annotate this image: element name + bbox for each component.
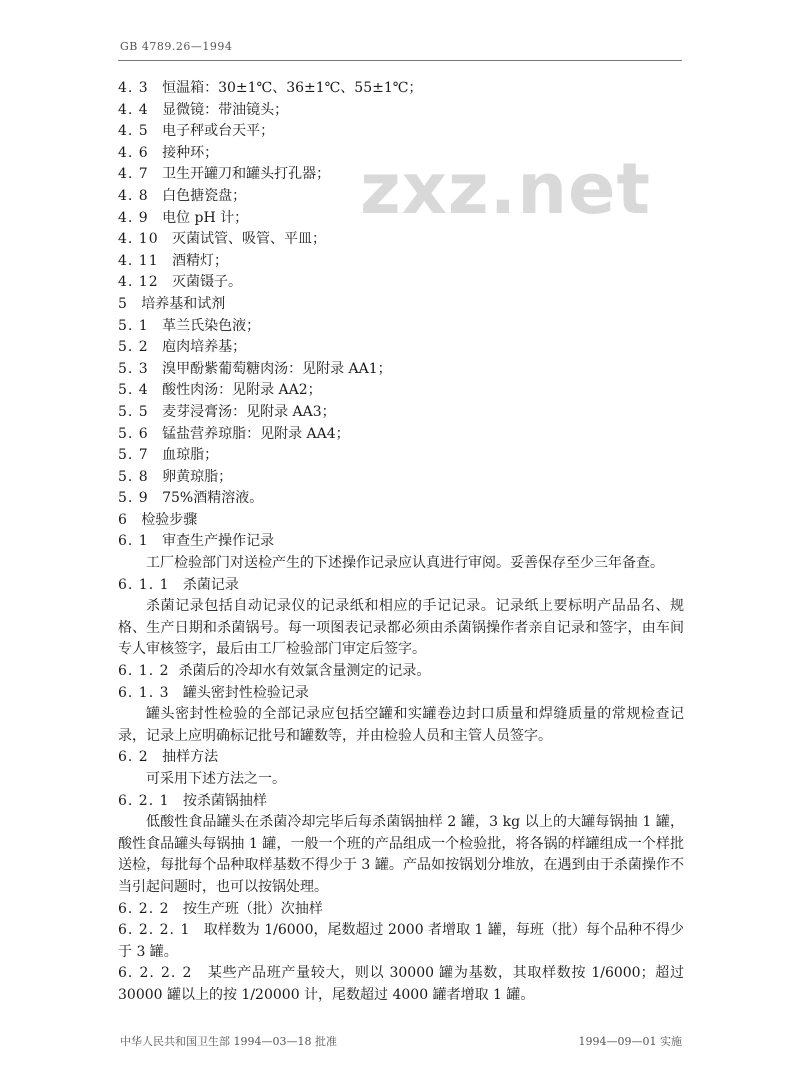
clause-number: 4. 7 bbox=[118, 166, 149, 183]
document-body bbox=[118, 78, 684, 1007]
clause-text: 75%酒精溶液。 bbox=[162, 490, 264, 507]
clause-6-1-2 bbox=[118, 661, 684, 683]
clause-line bbox=[118, 316, 684, 338]
clause-line bbox=[118, 143, 684, 165]
clause-6-2-2-2 bbox=[118, 963, 684, 1006]
clause-number: 6. 2 bbox=[118, 749, 149, 766]
clause-text: 恒温箱：30±1℃、36±1℃、55±1℃； bbox=[162, 80, 423, 96]
clause-line bbox=[118, 208, 684, 230]
paragraph-6-2-1: 低酸性食品罐头在杀菌冷却完毕后每杀菌锅抽样 2 罐，3 kg 以上的大罐每锅抽 1 罐，酸性食品罐头每锅抽 1 罐，一般一个班的产品组成一个检验批，将各锅的样罐组成一个样批送检，每批每个品种取样基数不得少于 3 罐。产品如按锅划分堆放，在遇到由于杀菌操作不当引起问题时，也可以按锅处理。 bbox=[118, 814, 684, 895]
watermark: zxz.net bbox=[360, 148, 651, 230]
clause-text: 灭菌镊子。 bbox=[171, 274, 242, 291]
header-rule bbox=[118, 60, 682, 61]
standard-number-header: GB 4789.26—1994 bbox=[120, 40, 233, 53]
clause-line bbox=[118, 402, 684, 424]
clause-text: 电位 pH 计； bbox=[162, 209, 249, 226]
clause-text: 卵黄琼脂； bbox=[162, 468, 233, 485]
paragraph-6-1-3: 罐头密封性检验的全部记录应包括空罐和实罐卷边封口质量和焊缝质量的常规检查记录，记录上应明确标记批号和罐数等，并由检验人员和主管人员签字。 bbox=[118, 706, 684, 744]
clause-line bbox=[118, 272, 684, 294]
clause-number: 6. 1. 2 bbox=[118, 663, 170, 680]
clause-number: 5. 4 bbox=[118, 382, 149, 399]
clause-6-1-3 bbox=[118, 683, 684, 705]
clause-list bbox=[118, 78, 684, 553]
clause-number: 4. 9 bbox=[118, 209, 149, 226]
clause-number: 5. 1 bbox=[118, 317, 149, 334]
clause-text: 检验步骤 bbox=[141, 511, 198, 528]
clause-text: 罐头密封性检验记录 bbox=[182, 684, 309, 701]
clause-text: 酸性肉汤：见附录 AA2； bbox=[162, 382, 322, 399]
clause-text: 血琼脂； bbox=[162, 447, 219, 464]
clause-number: 5. 7 bbox=[118, 447, 149, 464]
clause-6-2 bbox=[118, 747, 684, 769]
clause-text: 接种环； bbox=[162, 144, 219, 161]
paragraph-6-1-1: 杀菌记录包括自动记录仪的记录纸和相应的手记记录。记录纸上要标明产品品名、规格、生产日期和杀菌锅号。每一项图表记录都必须由杀菌锅操作者亲自记录和签字，由车间专人审核签字，最后由工厂检验部门审定后签字。 bbox=[118, 598, 684, 658]
clause-text: 培养基和试剂 bbox=[141, 295, 226, 312]
clause-text: 审查生产操作记录 bbox=[162, 533, 275, 550]
clause-text: 白色搪瓷盘； bbox=[162, 187, 247, 204]
clause-line bbox=[118, 121, 684, 143]
clause-number: 4. 12 bbox=[118, 274, 159, 291]
clause-text: 革兰氏染色液； bbox=[162, 317, 261, 334]
implementation-note: 1994—09—01 实施 bbox=[578, 1035, 682, 1048]
clause-line bbox=[118, 488, 684, 510]
clause-number: 6. 2. 2. 2 bbox=[118, 965, 193, 982]
clause-number: 4. 10 bbox=[118, 231, 159, 248]
clause-number: 5. 8 bbox=[118, 468, 149, 485]
clause-number: 6 bbox=[118, 511, 128, 528]
clause-text: 电子秤或台天平； bbox=[162, 123, 275, 140]
clause-number: 6. 2. 2. 1 bbox=[118, 922, 191, 939]
clause-number: 6. 1. 1 bbox=[118, 576, 170, 593]
clause-text: 杀菌后的冷却水有效氯含量测定的记录。 bbox=[178, 663, 431, 680]
clause-number: 5. 2 bbox=[118, 339, 149, 356]
clause-line bbox=[118, 445, 684, 467]
clause-line bbox=[118, 359, 684, 381]
clause-number: 4. 8 bbox=[118, 187, 149, 204]
paragraph-6-1: 工厂检验部门对送检产生的下述操作记录应认真进行审阅。妥善保存至少三年备查。 bbox=[146, 555, 664, 572]
clause-text: 取样数为 1/6000，尾数超过 2000 者增取 1 罐，每班（批）每个品种不得少于 3 罐。 bbox=[118, 922, 684, 960]
clause-6-1-1 bbox=[118, 575, 684, 597]
clause-6-2-1 bbox=[118, 791, 684, 813]
clause-text: 锰盐营养琼脂：见附录 AA4； bbox=[162, 425, 350, 442]
clause-text: 麦芽浸膏汤：见附录 AA3； bbox=[162, 403, 336, 420]
paragraph-6-2: 可采用下述方法之一。 bbox=[146, 771, 286, 787]
clause-number: 4. 3 bbox=[118, 80, 149, 96]
clause-line bbox=[118, 424, 684, 446]
clause-number: 4. 4 bbox=[118, 101, 149, 118]
clause-number: 6. 1. 3 bbox=[118, 684, 170, 701]
clause-text: 杀菌记录 bbox=[182, 576, 239, 593]
clause-text: 卫生开罐刀和罐头打孔器； bbox=[162, 166, 331, 183]
clause-number: 5. 3 bbox=[118, 360, 149, 377]
clause-number: 6. 2. 1 bbox=[118, 792, 170, 809]
clause-text: 抽样方法 bbox=[162, 749, 219, 766]
clause-number: 6. 2. 2 bbox=[118, 900, 170, 917]
clause-line bbox=[118, 510, 684, 532]
clause-text: 按生产班（批）次抽样 bbox=[182, 900, 323, 917]
clause-text: 按杀菌锅抽样 bbox=[182, 792, 267, 809]
clause-number: 4. 11 bbox=[118, 252, 159, 269]
clause-text: 溴甲酚紫葡萄糖肉汤：见附录 AA1； bbox=[162, 360, 392, 377]
clause-number: 5. 9 bbox=[118, 490, 149, 507]
clause-number: 6. 1 bbox=[118, 533, 149, 550]
clause-line bbox=[118, 251, 684, 273]
clause-line bbox=[118, 294, 684, 316]
clause-number: 4. 6 bbox=[118, 144, 149, 161]
clause-6-2-2 bbox=[118, 899, 684, 921]
clause-line bbox=[118, 78, 684, 100]
clause-text: 灭菌试管、吸管、平皿； bbox=[171, 231, 326, 248]
clause-number: 5 bbox=[118, 295, 128, 312]
clause-line bbox=[118, 467, 684, 489]
clause-line bbox=[118, 380, 684, 402]
approval-note: 中华人民共和国卫生部 1994—03—18 批准 bbox=[120, 1035, 337, 1048]
clause-text: 庖肉培养基； bbox=[162, 339, 247, 356]
clause-line bbox=[118, 186, 684, 208]
clause-line bbox=[118, 531, 684, 553]
clause-text: 某些产品班产量较大，则以 30000 罐为基数，其取样数按 1/6000；超过 30000 罐以上的按 1/20000 计，尾数超过 4000 罐者增取 1 罐。 bbox=[118, 965, 684, 1003]
clause-line bbox=[118, 337, 684, 359]
clause-line bbox=[118, 100, 684, 122]
clause-number: 4. 5 bbox=[118, 123, 149, 140]
clause-text: 酒精灯； bbox=[171, 252, 228, 269]
clause-line bbox=[118, 164, 684, 186]
clause-number: 5. 6 bbox=[118, 425, 149, 442]
clause-line bbox=[118, 229, 684, 251]
clause-6-2-2-1 bbox=[118, 920, 684, 963]
clause-number: 5. 5 bbox=[118, 403, 149, 420]
clause-text: 显微镜：带油镜头； bbox=[162, 101, 289, 118]
